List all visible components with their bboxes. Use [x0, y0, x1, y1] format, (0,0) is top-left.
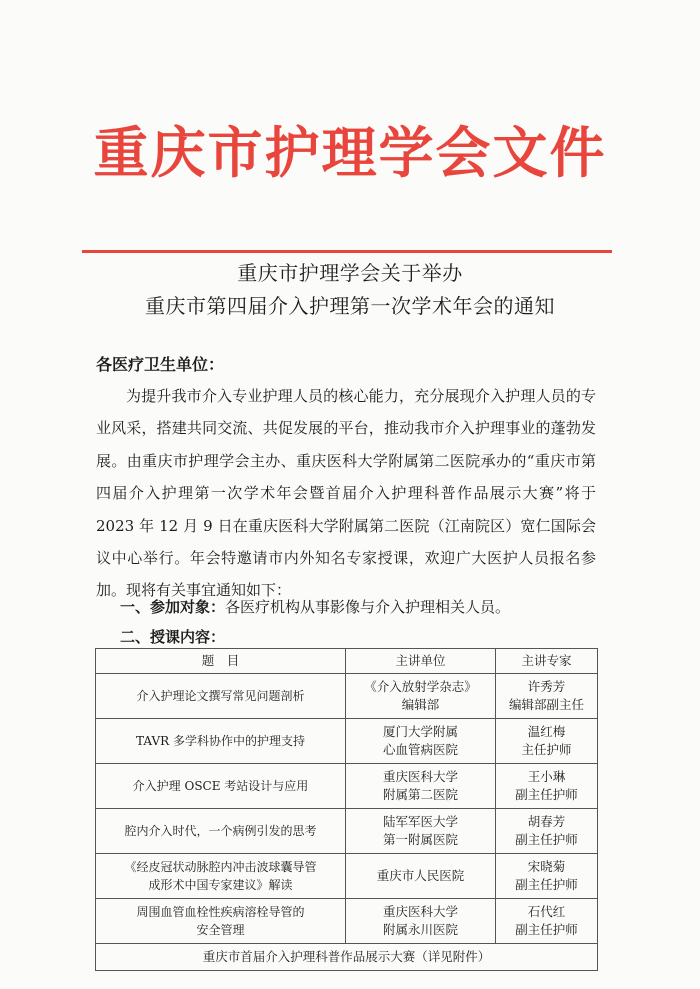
expert-name: 温红梅: [527, 724, 566, 739]
expert-title: 主任护师: [521, 742, 572, 757]
table-row: [96, 674, 598, 719]
expert-title: 副主任护师: [515, 922, 578, 937]
unit-line: 附属永川医院: [382, 922, 458, 937]
topic-cell: 腔内介入时代，一个病例引发的思考: [96, 809, 346, 854]
table-footer-row: [96, 944, 598, 971]
header-unit: 主讲单位: [346, 649, 496, 674]
topic-line: 成形术中国专家建议》解读: [148, 878, 293, 892]
unit-cell: 重庆市人民医院: [346, 854, 496, 899]
table-row: [96, 764, 598, 809]
unit-line: 《介入放射学杂志》: [364, 679, 477, 694]
expert-name: 许秀芳: [527, 679, 566, 694]
unit-line: 陆军军医大学: [382, 814, 458, 829]
expert-cell: [496, 899, 598, 944]
notice-title-line2: 重庆市第四届介入护理第一次学术年会的通知: [145, 294, 555, 318]
unit-cell: [346, 899, 496, 944]
expert-name: 宋晓菊: [527, 859, 566, 874]
red-divider-line: [82, 250, 612, 253]
topic-cell: 介入护理 OSCE 考站设计与应用: [96, 764, 346, 809]
lecture-table: [95, 648, 598, 971]
expert-cell: [496, 854, 598, 899]
expert-name: 石代红: [527, 904, 566, 919]
expert-name: 胡春芳: [527, 814, 566, 829]
topic-cell: 介入护理论文撰写常见问题剖析: [96, 674, 346, 719]
section-participants-text: 各医疗机构从事影像与介入护理相关人员。: [225, 598, 511, 616]
topic-line: 周围血管血栓性疾病溶栓导管的: [136, 905, 305, 919]
unit-cell: [346, 764, 496, 809]
header-expert: 主讲专家: [496, 649, 598, 674]
unit-line: 重庆医科大学: [382, 769, 458, 784]
table-header-row: [96, 649, 598, 674]
salutation: 各医疗卫生单位：: [96, 355, 225, 374]
document-header-title: 重庆市护理学会文件: [93, 120, 607, 185]
expert-cell: [496, 674, 598, 719]
section-participants: [120, 594, 510, 620]
unit-line: 厦门大学附属: [382, 724, 458, 739]
body-paragraph: 为提升我市介入专业护理人员的核心能力，充分展现介入护理人员的专业风采，搭建共同交流、共促发展的平台，推动我市介入护理事业的蓬勃发展。由重庆市护理学会主办、重庆医科大学附属第二医院承办的“重庆市第四届介入护理第一次学术年会暨首届介入护理科普作品展示大赛”将于 2023 年 12 月 9 日在重庆医科大学附属第二医院（江南院区）宽仁国际会议中心举行。年会特邀请市内外知名专家授课，欢迎广大医护人员报名参加。现将有关事宜通知如下：: [96, 387, 596, 600]
table-row: [96, 809, 598, 854]
topic-cell: TAVR 多学科协作中的护理支持: [96, 719, 346, 764]
unit-cell: [346, 674, 496, 719]
section-lectures-heading: 二、授课内容：: [120, 628, 226, 646]
expert-cell: [496, 719, 598, 764]
unit-line: 第一附属医院: [382, 832, 458, 847]
expert-name: 王小琳: [527, 769, 566, 784]
unit-line: 编辑部: [401, 697, 440, 712]
table-row: [96, 719, 598, 764]
section-participants-heading: 一、参加对象：: [120, 598, 226, 616]
topic-line: 《经皮冠状动脉腔内冲击波球囊导管: [124, 860, 317, 874]
expert-title: 副主任护师: [515, 787, 578, 802]
unit-cell: [346, 809, 496, 854]
expert-cell: [496, 809, 598, 854]
expert-title: 副主任护师: [515, 832, 578, 847]
unit-line: 重庆医科大学: [382, 904, 458, 919]
topic-cell: [96, 854, 346, 899]
expert-cell: [496, 764, 598, 809]
notice-title-line1: 重庆市护理学会关于举办: [237, 261, 463, 285]
topic-line: 安全管理: [196, 923, 245, 937]
topic-cell: [96, 899, 346, 944]
unit-line: 心血管病医院: [382, 742, 458, 757]
expert-title: 编辑部副主任: [508, 697, 584, 712]
unit-cell: [346, 719, 496, 764]
expert-title: 副主任护师: [515, 877, 578, 892]
header-topic: 题 目: [96, 649, 346, 674]
table-row: [96, 854, 598, 899]
unit-line: 附属第二医院: [382, 787, 458, 802]
section-lectures: [120, 624, 225, 650]
footer-cell: 重庆市首届介入护理科普作品展示大赛（详见附件）: [96, 944, 598, 971]
table-row: [96, 899, 598, 944]
